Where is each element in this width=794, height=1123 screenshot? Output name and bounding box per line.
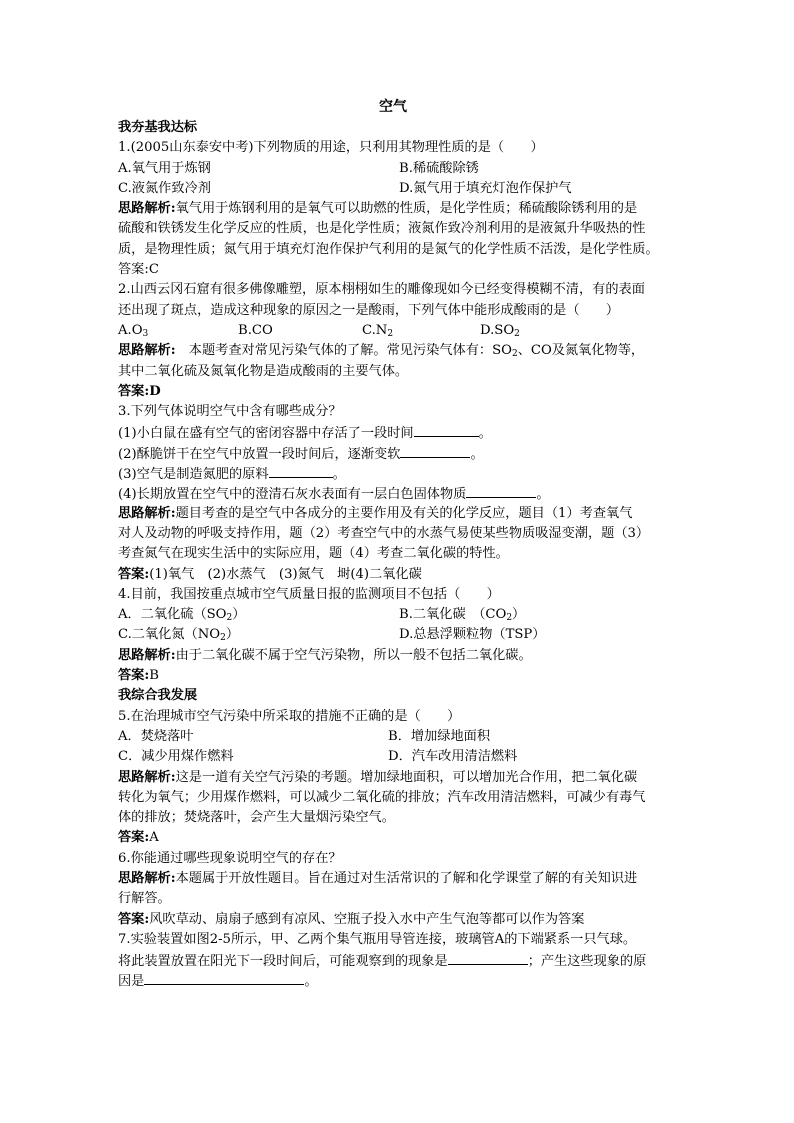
q2-analysis-line-1: 思路解析: 本题考查对常见污染气体的了解。常见污染气体有：$SO_2$、CO及氮氧化物等， — [118, 343, 645, 360]
q3-item-1: (1)小白鼠在盛有空气的密闭容器中存活了一段时间 。 — [118, 422, 678, 442]
q5-option-a: A．焚烧落叶 — [118, 728, 194, 744]
q4-options-row-1 — [118, 605, 678, 625]
q1-options-row-2 — [118, 179, 678, 199]
q1-analysis-line-2: 硫酸和铁锈发生化学反应的性质，也是化学性质；液氮作致冷剂利用的是液氮升华吸热的性 — [118, 221, 646, 237]
q6-stem: 6.你能通过哪些现象说明空气的存在？ — [118, 850, 342, 866]
q5-option-c: C．减少用煤作燃料 — [118, 749, 234, 765]
q6-answer: 答案:风吹草动、扇扇子感到有凉风、空瓶子投入水中产生气泡等都可以作为答案 — [118, 911, 585, 927]
q3-analysis-line-3: 考查氮气在现实生活中的实际应用，题（4）考查二氧化碳的特性。 — [118, 546, 509, 562]
q4-options-row-2 — [118, 625, 678, 645]
q5-options-row-2 — [118, 747, 678, 767]
q1-option-b: B.稀硫酸除锈 — [399, 160, 479, 176]
q3-item-2: (2)酥脆饼干在空气中放置一段时间后，逐渐变软 。 — [118, 443, 678, 463]
q5-options-row-1 — [118, 727, 678, 747]
answer-blank[interactable] — [448, 950, 528, 965]
q4-answer: 答案:B — [118, 668, 159, 684]
q5-analysis-line-3: 体的排放；焚烧落叶，会产生大量烟污染空气。 — [118, 810, 395, 826]
answer-blank[interactable] — [466, 483, 536, 498]
q2-options-row — [118, 321, 678, 341]
q3-item-4: (4)长期放置在空气中的澄清石灰水表面有一层白色固体物质 。 — [118, 483, 678, 503]
q5-option-b: B．增加绿地面积 — [388, 728, 491, 744]
q2-option-d: $D.SO_2$ — [480, 322, 520, 339]
section-heading-basic: 我夯基我达标 — [118, 120, 198, 135]
q4-option-d: D.总悬浮颗粒物（TSP） — [399, 627, 546, 643]
q1-option-c: C.液氮作致冷剂 — [118, 180, 211, 196]
q5-option-d: D．汽车改用清洁燃料 — [388, 749, 518, 765]
q2-stem-line-2: 还出现了斑点，造成这种现象的原因之一是酸雨，下列气体中能形成酸雨的是（ ） — [118, 302, 620, 318]
analysis-label: 思路解析: — [118, 201, 176, 217]
q6-analysis-line-2: 行解答。 — [118, 891, 171, 907]
q2-analysis-line-2: 其中二氧化硫及氮氧化物是造成酸雨的主要气体。 — [118, 363, 409, 379]
q5-answer: 答案:A — [118, 830, 159, 846]
document-page — [118, 96, 678, 991]
q3-analysis-line-1: 思路解析:题目考查的是空气中各成分的主要作用及有关的化学反应，题目（1）考查氧气 — [118, 505, 633, 521]
q3-stem: 3.下列气体说明空气中含有哪些成分？ — [118, 404, 342, 420]
q1-analysis-line-1: 思路解析:氧气用于炼钢利用的是氧气可以助燃的性质，是化学性质；稀硫酸除锈利用的是 — [118, 201, 638, 217]
answer-blank[interactable] — [400, 443, 470, 458]
q4-option-b: B.二氧化碳 $(CO_2)$ — [399, 607, 526, 624]
q7-stem-line-1: 7.实验装置如图2-5所示，甲、乙两个集气瓶用导管连接，玻璃管A的下端紧系一只气球。 — [118, 931, 637, 947]
q2-answer: 答案:D — [118, 383, 161, 399]
q3-analysis-line-2: 对人及动物的呼吸支持作用，题（2）考查空气中的水蒸气易使某些物质吸湿变潮，题（3） — [118, 525, 650, 541]
q5-analysis-line-1: 思路解析:这是一道有关空气污染的考题。增加绿地面积，可以增加光合作用，把二氧化碳 — [118, 769, 638, 785]
q5-stem: 5.在治理城市空气污染中所采取的措施不正确的是（ ） — [118, 708, 461, 724]
q1-option-d: D.氮气用于填充灯泡作保护气 — [399, 180, 572, 196]
q7-stem-line-2: 将此装置放置在阳光下一段时间后，可能观察到的现象是 ；产生这些现象的原 — [118, 950, 678, 970]
q3-item-3: (3)空气是制造氮肥的原料 。 — [118, 463, 678, 483]
section-heading-advanced: 我综合我发展 — [118, 688, 198, 704]
q4-option-a: A．二氧化硫$(SO_2)$ — [118, 607, 246, 624]
q5-analysis-line-2: 转化为氧气；少用煤作燃料，可以减少二氧化硫的排放；汽车改用清洁燃料，可减少有毒气 — [118, 789, 646, 805]
q7-stem-line-3: 因是 。 — [118, 970, 678, 990]
answer-blank[interactable] — [414, 422, 479, 437]
q4-stem: 4.目前，我国按重点城市空气质量日报的监测项目不包括（ ） — [118, 586, 500, 602]
q1-analysis-line-3: 质，是物理性质；氮气用于填充灯泡作保护气利用的是氮气的化学性质不活泼，是化学性质。 — [118, 241, 659, 257]
q1-option-a: A.氧气用于炼钢 — [118, 160, 211, 176]
q6-analysis-line-1: 思路解析:本题属于开放性题目。旨在通过对生活常识的了解和化学课堂了解的有关知识进 — [118, 870, 638, 886]
answer-blank[interactable] — [144, 970, 304, 985]
page-title: 空气 — [379, 99, 407, 115]
q2-option-a: $A.O_3$ — [118, 322, 149, 339]
q2-option-c: $C.N_2$ — [362, 322, 394, 339]
q1-answer: 答案:C — [118, 262, 159, 278]
q2-stem-line-1: 2.山西云冈石窟有很多佛像雕塑，原本栩栩如生的雕像现如今已经变得模糊不清，有的表面 — [118, 282, 645, 298]
q4-analysis: 思路解析:由于二氧化碳不属于空气污染物，所以一般不包括二氧化碳。 — [118, 647, 532, 663]
q4-option-c: C.二氧化氮$(NO_2)$ — [118, 627, 240, 644]
answer-blank[interactable] — [269, 463, 333, 478]
q1-stem: 1.(2005山东泰安中考)下列物质的用途，只利用其物理性质的是（ ） — [118, 140, 544, 156]
q2-option-b: B.CO — [238, 322, 273, 338]
q3-answer: 答案:(1)氧气 (2)水蒸气 (3)氮气 埘(4)二氧化碳 — [118, 566, 422, 582]
q1-options-row-1 — [118, 159, 678, 179]
